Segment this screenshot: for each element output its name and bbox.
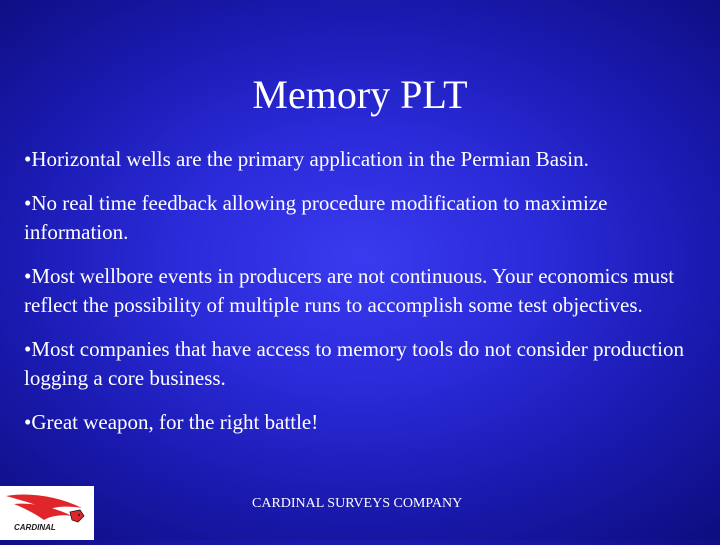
footer-company: CARDINAL SURVEYS COMPANY (252, 496, 463, 511)
bullet-text: Most wellbore events in producers are not continuous. Your economics must reflect the possibility of multiple runs to accomplish some test objectives. (24, 264, 675, 317)
slide-title: Memory PLT (252, 72, 468, 117)
bullet-text: Most companies that have access to memory tools do not consider production logging a core business. (24, 337, 684, 390)
bullet-item (24, 145, 694, 174)
bullet-list (24, 145, 694, 452)
bullet-item (24, 262, 694, 320)
logo-head (70, 510, 84, 522)
logo-wordmark: CARDINAL (14, 523, 56, 532)
cardinal-logo (0, 486, 94, 540)
bullet-glyph: • (24, 147, 32, 171)
bullet-text: Great weapon, for the right battle! (31, 410, 319, 434)
cardinal-bird-icon (0, 486, 94, 540)
bullet-item (24, 189, 694, 247)
bullet-item (24, 335, 694, 393)
bullet-item (24, 408, 694, 437)
bullet-glyph: • (24, 191, 32, 215)
logo-eye (78, 514, 80, 516)
bullet-glyph: • (24, 337, 32, 361)
bullet-text: No real time feedback allowing procedure modification to maximize information. (24, 191, 608, 244)
bullet-glyph: • (24, 410, 32, 434)
bullet-glyph: • (24, 264, 32, 288)
bullet-text: Horizontal wells are the primary application in the Permian Basin. (31, 147, 589, 171)
